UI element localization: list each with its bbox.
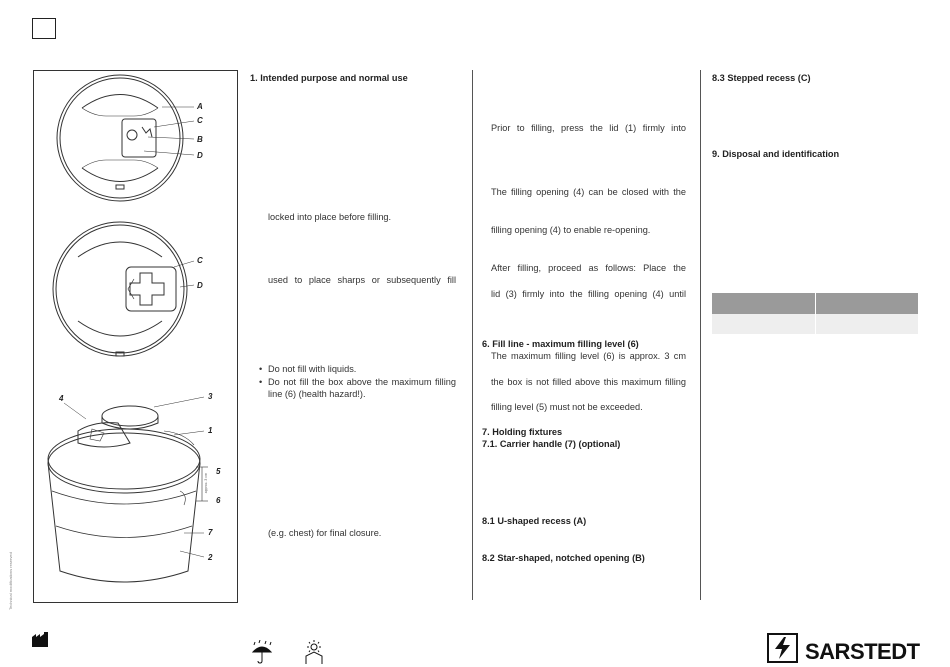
section-heading-fill-line: 6. Fill line - maximum filling level (6)	[482, 339, 639, 349]
figure-label: 3	[208, 392, 213, 401]
figure-label: C	[197, 256, 203, 265]
section-heading-intended-purpose: 1. Intended purpose and normal use	[250, 73, 408, 83]
paragraph-line: lid (3) firmly into the filling opening (4) until	[491, 289, 686, 299]
sarstedt-logo-mark	[767, 633, 798, 663]
table-header-cell	[816, 293, 919, 314]
section-heading-carrier-handle: 7.1. Carrier handle (7) (optional)	[482, 439, 621, 449]
figure-label: D	[197, 151, 203, 160]
container-illustration	[34, 71, 237, 602]
technical-note: Technical modifications reserved	[8, 552, 13, 610]
warning-list	[259, 363, 456, 401]
paragraph-line: used to place sharps or subsequently fill	[268, 275, 456, 285]
bucket-view	[48, 397, 208, 582]
section-heading-star-opening: 8.2 Star-shaped, notched opening (B)	[482, 553, 645, 563]
paragraph-line: The maximum filling level (6) is approx. 3 cm	[491, 351, 686, 361]
column-divider	[472, 70, 473, 600]
figure-label: 5	[216, 467, 221, 476]
section-heading-disposal: 9. Disposal and identification	[712, 149, 840, 159]
paragraph-line: Prior to filling, press the lid (1) firmly into	[491, 123, 686, 133]
section-heading-holding-fixtures: 7. Holding fixtures	[482, 427, 563, 437]
figure-label: 2	[208, 553, 213, 562]
manufacturer-icon	[32, 632, 50, 647]
figure-panel	[33, 70, 238, 603]
brand-name: SARSTEDT	[805, 639, 920, 664]
table-cell	[712, 314, 816, 334]
paragraph-line: After filling, proceed as follows: Place the	[491, 263, 686, 273]
table-cell	[816, 314, 919, 334]
keep-away-from-sunlight-icon	[302, 640, 326, 664]
paragraph-line: filling level (5) must not be exceeded.	[491, 402, 643, 412]
list-item: • Do not fill the box above the maximum filling line (6) (health hazard!).	[259, 376, 456, 401]
section-heading-u-shaped-recess: 8.1 U-shaped recess (A)	[482, 516, 587, 526]
disposal-table	[712, 293, 918, 334]
paragraph-line: (e.g. chest) for final closure.	[268, 528, 382, 538]
language-code-box	[32, 18, 56, 39]
paragraph-line: The filling opening (4) can be closed with the	[491, 187, 686, 197]
figure-label: C	[197, 116, 203, 125]
figure-label: 4	[59, 394, 64, 403]
section-heading-stepped-recess: 8.3 Stepped recess (C)	[712, 73, 811, 83]
figure-label: 1	[208, 426, 213, 435]
figure-label: 6	[216, 496, 221, 505]
figure-label: A	[197, 102, 203, 111]
column-divider	[700, 70, 701, 600]
table-header-cell	[712, 293, 816, 314]
list-item: • Do not fill with liquids.	[259, 363, 456, 376]
logo-icon	[769, 635, 796, 661]
table-row	[712, 314, 918, 334]
lid-middle-view	[53, 222, 194, 356]
paragraph-line: filling opening (4) to enable re-opening.	[491, 225, 651, 235]
paragraph-line: locked into place before filling.	[268, 212, 392, 222]
dimension-note: approx. 3 cm	[204, 473, 208, 494]
figure-label: B	[197, 135, 203, 144]
keep-dry-icon	[251, 640, 273, 664]
figure-label: 7	[208, 528, 213, 537]
lid-top-view	[57, 75, 194, 201]
figure-label: D	[197, 281, 203, 290]
table-header-row	[712, 293, 918, 314]
paragraph-line: the box is not filled above this maximum filling	[491, 377, 686, 387]
